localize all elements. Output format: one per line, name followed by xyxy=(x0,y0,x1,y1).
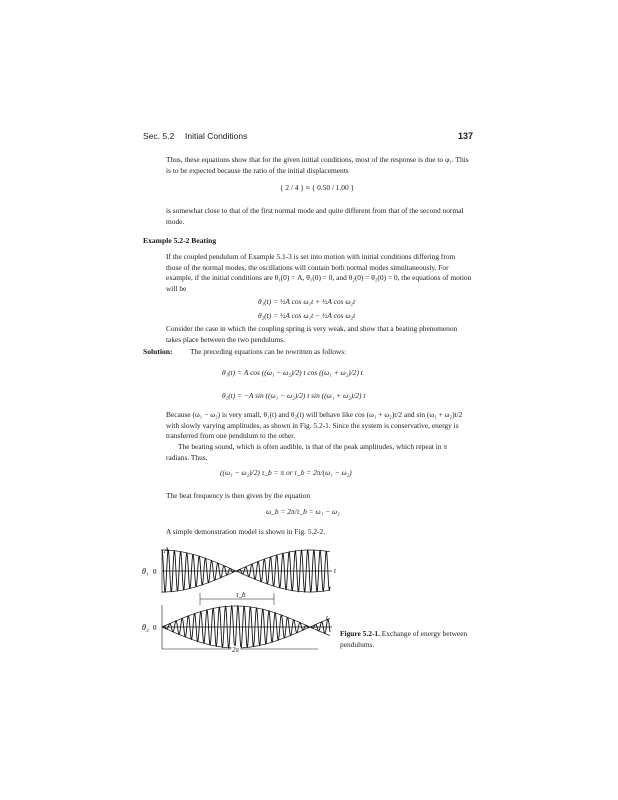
label-A: A xyxy=(164,546,169,555)
figure-caption-label: Figure 5.2-1. xyxy=(340,629,380,638)
page-number: 137 xyxy=(457,131,473,141)
paragraph-3: If the coupled pendulum of Example 5.1-3 is set into motion with initial conditions differing from those of the normal modes, the oscillations will contain both normal modes simultaneously. For example, if the initial conditions are θ₁(0) = A, θ̇₁(0) = 0, and θ₂(0) = θ̇₂(0) = 0, the equations of motion will be xyxy=(166,252,472,293)
example-heading: Example 5.2-2 Beating xyxy=(143,236,217,245)
section-title: Initial Conditions xyxy=(185,131,248,141)
solution-text: The preceding equations can be rewritten as follows: xyxy=(190,347,347,356)
equation-4: θ₂(t) = −A sin ((ω₁ − ω₂)/2) t sin ((ω₁ + ω₂)/2) t xyxy=(222,391,366,400)
paragraph-2: is somewhat close to that of the first normal mode and quite different from that of the second normal mode. xyxy=(166,206,464,226)
label-theta1: θ₁ xyxy=(142,567,149,576)
paragraph-5: Because (ω₁ − ω₂) is very small, θ₁(t) and θ₂(t) will behave like cos (ω₁ + ω₂)t/2 and sin (ω₁ + ω₂)t/2 with slowly varying amplitudes, as shown in Fig. 5.2-1. Since the system is conservative, energy is transferred from one pendulum to the other. xyxy=(166,410,463,441)
equation-3: θ₁(t) = A cos ((ω₁ − ω₂)/2) t cos ((ω₁ + ω₂)/2) t xyxy=(222,368,363,377)
paragraph-7: The beat frequency is then given by the equation xyxy=(166,491,311,500)
solution-label: Solution: xyxy=(143,347,173,356)
equation-1: θ₁(t) = ½A cos ω₁t + ½A cos ω₂t xyxy=(258,297,356,306)
equation-2: θ₂(t) = ½A cos ω₁t − ½A cos ω₂t xyxy=(258,311,356,320)
label-tau: τ_b xyxy=(236,591,246,599)
section-number: Sec. 5.2 xyxy=(143,131,175,141)
figure-caption xyxy=(340,629,474,650)
label-zero-1: 0 xyxy=(153,568,157,576)
paragraph-8: A simple demonstration model is shown in Fig. 5.2-2. xyxy=(166,527,326,536)
figure-caption-text: Exchange of energy between pendulums. xyxy=(340,629,468,649)
paragraph-1: Thus, these equations show that for the given initial conditions, most of the response is due to φ₁. This is to be expected because the ratio of the initial displacements xyxy=(166,155,469,175)
paragraph-4: Consider the case in which the coupling spring is very weak, and show that a beating phenomenon takes place between the two pendulums. xyxy=(166,324,458,344)
label-2pi: 2π xyxy=(232,646,240,654)
label-t-1: t xyxy=(334,567,336,575)
equation-ratio: { 2 / 4 } ≈ { 0.50 / 1.00 } xyxy=(280,183,355,192)
label-theta2: θ₂ xyxy=(142,623,149,632)
figure-beating xyxy=(140,543,340,655)
theta2-wave xyxy=(162,606,330,648)
equation-6: ω_b = 2π/τ_b = ω₁ − ω₂ xyxy=(266,507,340,516)
label-zero-2: 0 xyxy=(153,624,157,632)
label-t-2: t xyxy=(326,614,328,622)
paragraph-6: The beating sound, which is often audible, is that of the peak amplitudes, which repeat in π radians. Thus, xyxy=(166,442,448,462)
equation-5: ((ω₁ − ω₂)/2) τ_b = π or τ_b = 2π/(ω₁ − ω₂) xyxy=(220,468,352,477)
